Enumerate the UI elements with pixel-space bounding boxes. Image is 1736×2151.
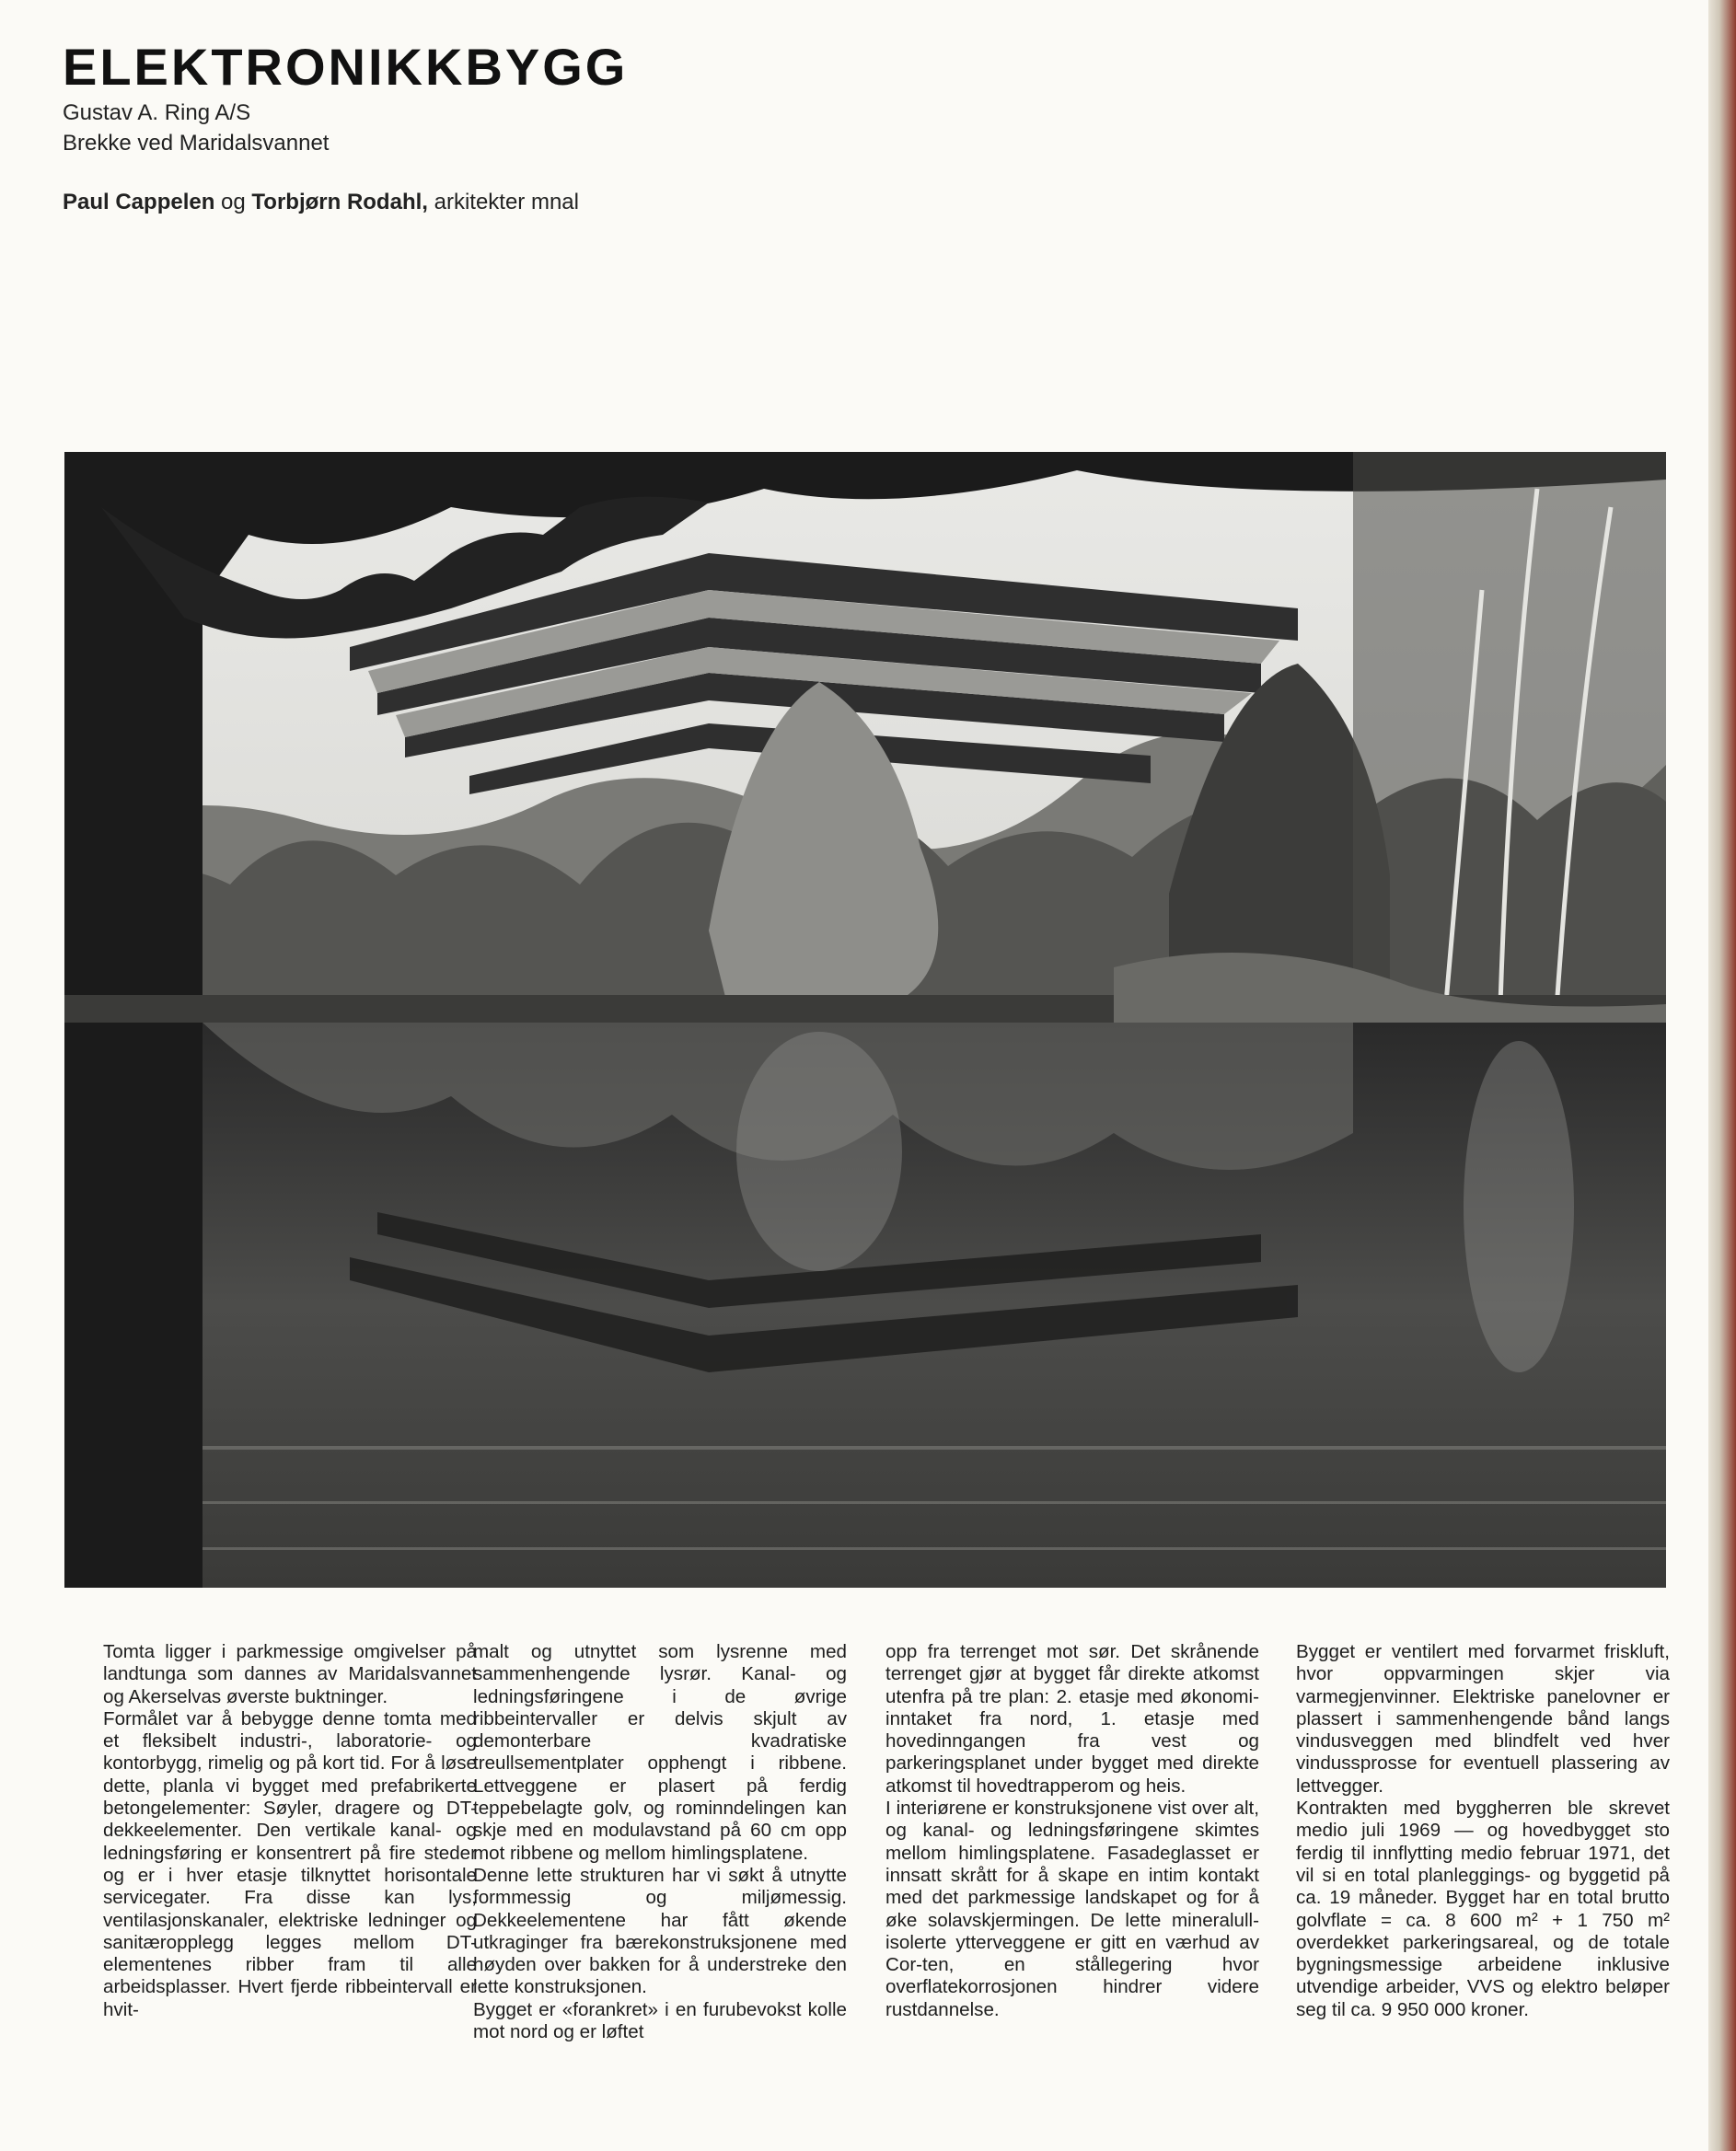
article-header [63,37,1535,158]
paragraph: Bygget er «forankret» i en furubevokst kolle mot nord og er løftet [473,1998,847,2043]
article-body [103,1641,1668,2074]
text-column-2 [473,1641,847,2043]
architect-name-2: Torbjørn Rodahl, [251,190,428,214]
client-name: Gustav A. Ring A/S [63,100,251,125]
location: Brekke ved Maridalsvannet [63,131,330,156]
paragraph: Denne lette strukturen har vi søkt å utnytte formmessig og miljømessig. Dekkeelementene har fått økende utkraginger fra bærekonstruksjonene med høyden over bakken for å understreke den lette konstruksjonen. [473,1864,847,1998]
photograph-icon [64,452,1666,1588]
architect-role: arkitekter mnal [427,190,579,214]
architects-credit [63,190,579,215]
architect-conjunction: og [214,190,252,214]
paragraph: Kontrakten med byggherren ble skrevet medio juli 1969 — og hovedbygget sto ferdig til innflytting medio februar 1971, det vil si en total planleggings- og byggetid på ca. 19 måneder. Bygget har en total brutto golvflate = ca. 8 600 m² + 1 750 m² overdekket parkeringsareal, og de totale bygningsmessige arbeidene inklusive utvendige arbeider, VVS og elektro beløper seg til ca. 9 950 000 kroner. [1296,1798,1670,2020]
text-column-1 [103,1641,477,2021]
paragraph: opp fra terrenget mot sør. Det skrånende terrenget gjør at bygget får direkte atkomst utenfra på tre plan: 2. etasje med økonomi-inntaket fra nord, 1. etasje med hovedinngangen fra vest og parkeringsplanet under bygget med direkte atkomst til hovedtrapperom og heis. [885,1641,1259,1797]
page-binding-edge [1708,0,1736,2151]
architect-name-1: Paul Cappelen [63,190,215,214]
text-column-3 [885,1641,1259,2021]
paragraph: I interiørene er konstruksjonene vist over alt, og kanal- og ledningsføringene skimtes mellom himlingsplatene. Fasadeglasset er innsatt skrått for å skape en intim kontakt med det parkmessige landskapet og for å øke solavskjermingen. De lette mineralull-isolerte ytterveggene er gitt en værhud av Cor-ten, en stållegering hvor overflatekorrosjonen hindrer videre rustdannelse. [885,1798,1259,2020]
building-photograph [64,452,1666,1588]
paragraph: Bygget er ventilert med forvarmet friskluft, hvor oppvarmingen skjer via varmegjenvinner. Elektriske panelovner er plassert i sammenhengende bånd langs vindusveggen med blindfelt ved hver vindussprosse for eventuell plassering av lettvegger. [1296,1641,1670,1797]
text-column-4 [1296,1641,1670,2021]
paragraph: malt og utnyttet som lysrenne med sammenhengende lysrør. Kanal- og ledningsføringene i de øvrige ribbeintervaller er delvis skjult av demonterbare kvadratiske treullsementplater opphengt i ribbene. Lettveggene er plasert på ferdig teppebelagte golv, og rominndelingen kan skje med en modulavstand på 60 cm opp mot ribbene og mellom himlingsplatene. [473,1641,847,1864]
article-title: ELEKTRONIKKBYGG [63,38,629,96]
paragraph: Formålet var å bebygge denne tomta med et fleksibelt industri-, laboratorie- og kontorbygg, rimelig og på kort tid. For å løse dette, planla vi bygget med prefabrikerte betongelementer: Søyler, dragere og DT-dekkeelementer. Den vertikale kanal- og ledningsføring er konsentrert på fire steder og er i hver etasje tilknyttet horisontale servicegater. Fra disse kan lys, ventilasjonskanaler, elektriske ledninger og sanitæropplegg legges mellom DT-elementenes ribber fram til alle arbeidsplasser. Hvert fjerde ribbeintervall er hvit- [103,1707,477,2020]
paragraph: Tomta ligger i parkmessige omgivelser på landtunga som dannes av Maridalsvannet og Akerselvas øverste buktninger. [103,1641,477,1707]
